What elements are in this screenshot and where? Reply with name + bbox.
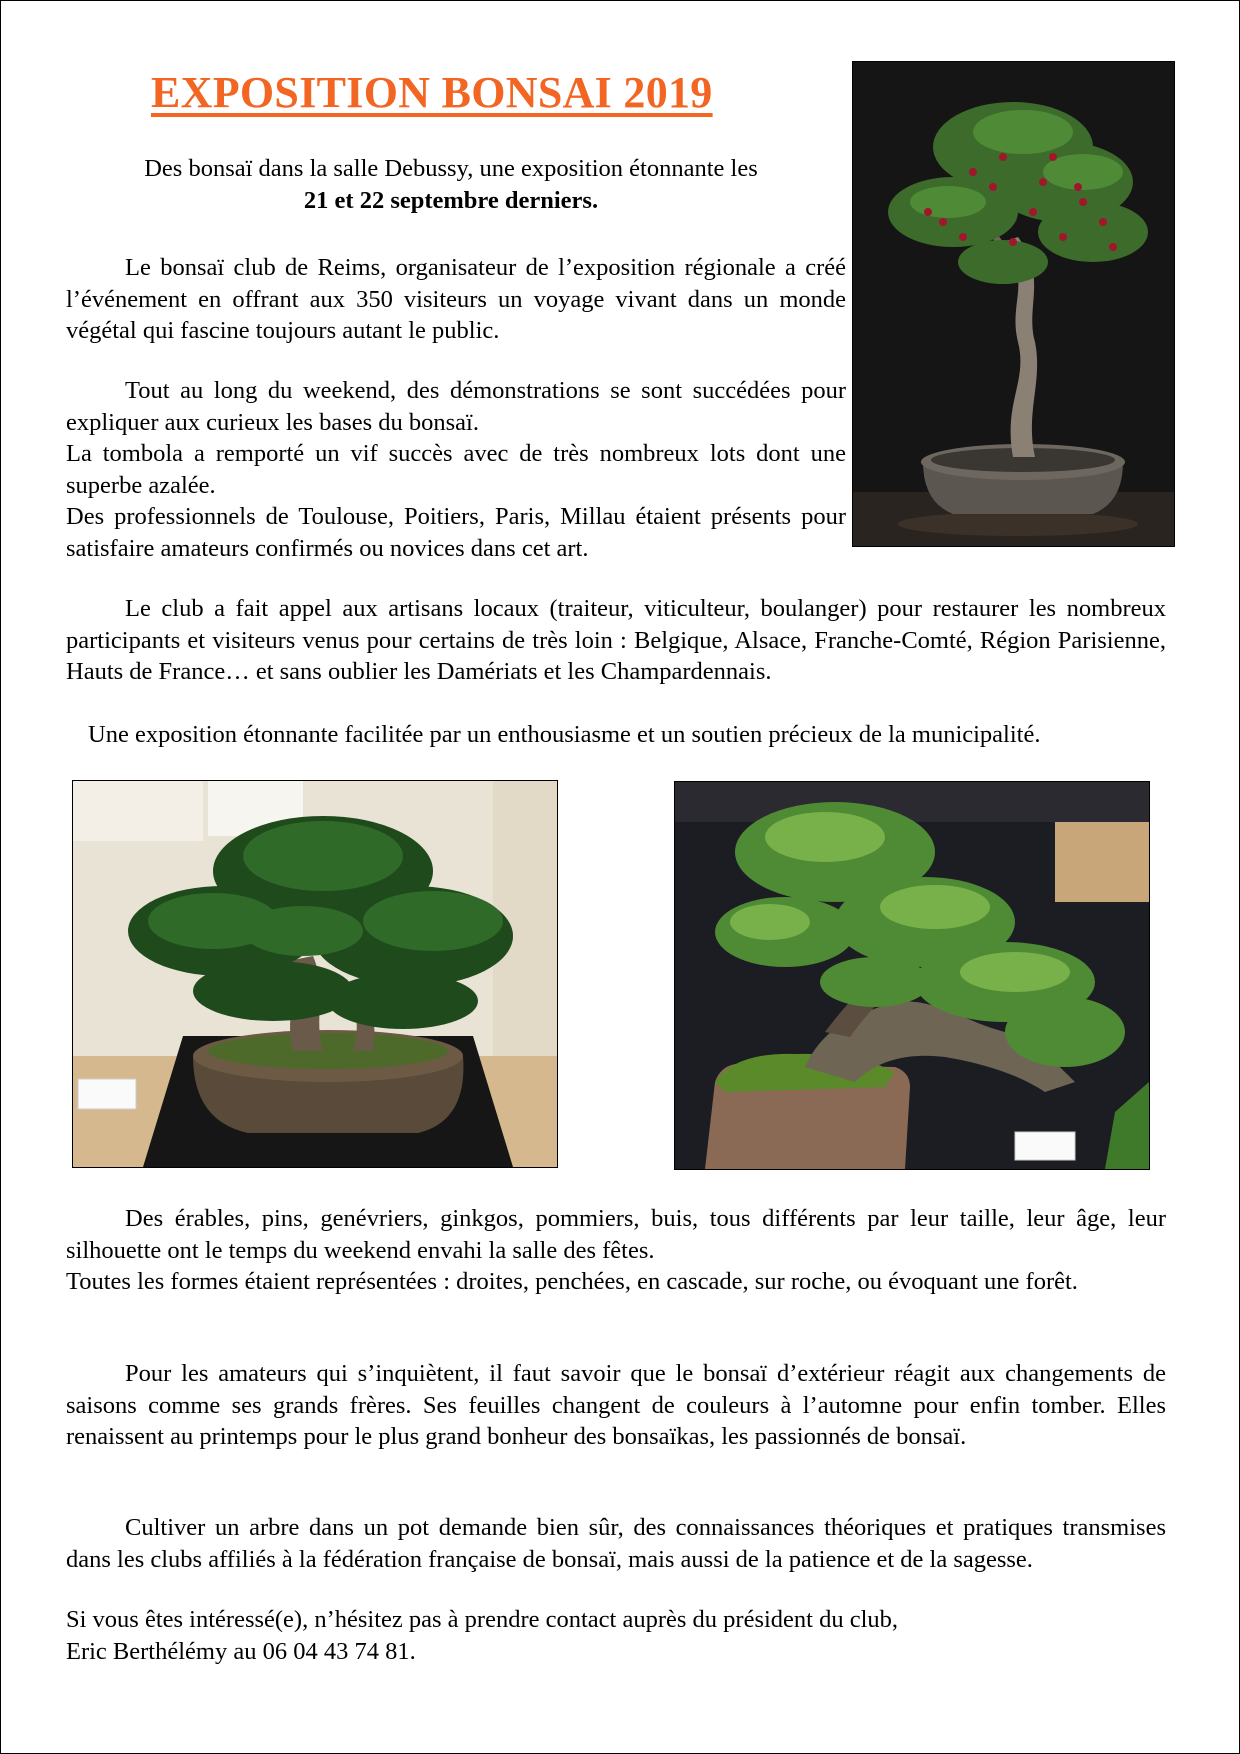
paragraph-seasons	[66, 1358, 1166, 1453]
intro-text	[66, 153, 836, 217]
paragraph-municipality	[88, 719, 1040, 751]
contact-phone: Eric Berthélémy au 06 04 43 74 81.	[66, 1637, 416, 1665]
paragraph-artisans-text: Le club a fait appel aux artisans locaux (traiteur, viticulteur, boulanger) pour restaurer les nombreux participants et visiteurs venus pour certains de très loin : Belgique, Alsace, Franche-Comté, Région Parisienne, Hauts de France… et sans oublier les Damériats et les Champardennais.	[66, 595, 1166, 685]
paragraph-weekend	[66, 375, 846, 564]
paragraph-contact	[66, 1604, 1166, 1667]
paragraph-varieties-text: Des érables, pins, genévriers, ginkgos, pommiers, buis, tous différents par leur taille, leur âge, leur silhouette ont le temps du weekend envahi la salle des fêtes.	[66, 1205, 1166, 1264]
paragraph-municipality-text: Une exposition étonnante facilitée par un enthousiasme et un soutien précieux de la municipalité.	[88, 721, 1041, 748]
paragraph-cultivation-text: Cultiver un arbre dans un pot demande bien sûr, des connaissances théoriques et pratiques transmises dans les clubs affiliés à la fédération française de bonsaï, mais aussi de la patience et de la sagesse.	[66, 1514, 1166, 1573]
intro-line: Des bonsaï dans la salle Debussy, une exposition étonnante les	[144, 155, 758, 182]
paragraph-professionals: Des professionnels de Toulouse, Poitiers, Paris, Millau étaient présents pour satisfaire amateurs confirmés ou novices dans cet art.	[66, 503, 846, 562]
paragraph-cultivation	[66, 1512, 1166, 1575]
paragraph-forms: Toutes les formes étaient représentées : droites, penchées, en cascade, sur roche, ou évoquant une forêt.	[66, 1268, 1078, 1295]
photo-rock-bonsai	[674, 781, 1150, 1170]
paragraph-club-text: Le bonsaï club de Reims, organisateur de l’exposition régionale a créé l’événement en offrant aux 350 visiteurs un voyage vivant dans un monde végétal qui fascine toujours autant le public.	[66, 254, 846, 344]
paragraph-demonstrations: Tout au long du weekend, des démonstrations se sont succédées pour expliquer aux curieux les bases du bonsaï.	[66, 377, 846, 436]
photo-juniper-bonsai	[72, 780, 558, 1168]
photo-hawthorn-bonsai	[852, 61, 1175, 547]
paragraph-tombola: La tombola a remporté un vif succès avec de très nombreux lots dont une superbe azalée.	[66, 440, 846, 499]
intro-dates: 21 et 22 septembre derniers.	[303, 187, 599, 214]
paragraph-artisans	[66, 593, 1166, 688]
page-title: EXPOSITION BONSAI 2019	[151, 68, 713, 117]
paragraph-seasons-text: Pour les amateurs qui s’inquiètent, il faut savoir que le bonsaï d’extérieur réagit aux changements de saisons comme ses grands frères. Ses feuilles changent de couleurs à l’automne pour enfin tomber. Elles renaissent au printemps pour le plus grand bonheur des bonsaïkas, les passionnés de bonsaï.	[66, 1360, 1166, 1450]
paragraph-varieties	[66, 1203, 1166, 1298]
contact-line: Si vous êtes intéressé(e), n’hésitez pas à prendre contact auprès du président du club,	[66, 1606, 899, 1633]
paragraph-club	[66, 252, 846, 347]
